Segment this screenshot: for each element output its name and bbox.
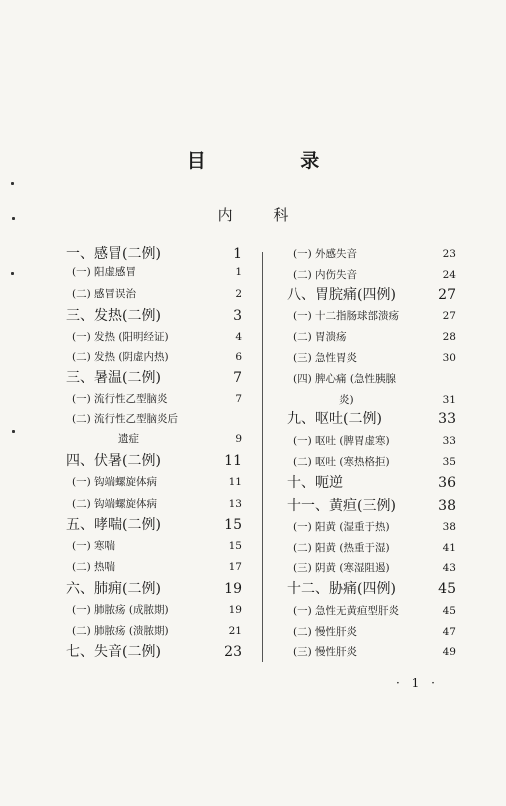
entry-title: (二) 感冒误治 [72, 288, 137, 300]
entry-page-number: 28 [442, 331, 456, 343]
entry-title: (一) 十二指肠球部溃疡 [293, 310, 400, 322]
entry-title: (二) 发热 (阴虚内热) [72, 351, 169, 363]
entry-title: 七、失音(二例) [66, 644, 161, 660]
entry-title: (一) 阳黄 (湿重于热) [293, 521, 390, 533]
entry-page-number: 17 [228, 561, 242, 573]
entry-title: 十二、胁痛(四例) [287, 581, 396, 597]
entry-title: 一、感冒(二例) [66, 246, 161, 262]
entry-title: (二) 流行性乙型脑炎后 [72, 413, 179, 425]
entry-page-number: 45 [438, 581, 456, 597]
entry-title: (一) 呕吐 (脾胃虚寒) [293, 435, 390, 447]
margin-dot [12, 217, 15, 220]
entry-page-number: 19 [224, 581, 242, 597]
margin-dot [12, 430, 15, 433]
entry-title: 炎) [339, 394, 354, 406]
entry-page-number: 23 [224, 644, 242, 660]
entry-page-number: 30 [442, 352, 456, 364]
entry-page-number: 3 [233, 308, 242, 324]
entry-title: (一) 外感失音 [293, 248, 358, 260]
entry-title: (三) 阴黄 (寒湿阻遏) [293, 562, 390, 574]
entry-title: (一) 肺脓疡 (成脓期) [72, 604, 169, 616]
entry-page-number: 49 [442, 646, 456, 658]
entry-page-number: 9 [235, 433, 242, 445]
entry-page-number: 4 [235, 331, 242, 343]
entry-title: (二) 热喘 [72, 561, 116, 573]
entry-title: (一) 寒喘 [72, 540, 116, 552]
entry-title: (二) 阳黄 (热重于湿) [293, 542, 390, 554]
entry-page-number: 11 [224, 453, 242, 469]
entry-page-number: 7 [233, 370, 242, 386]
entry-page-number: 31 [442, 394, 456, 406]
entry-title: (三) 急性胃炎 [293, 352, 358, 364]
entry-page-number: 36 [438, 475, 456, 491]
entry-page-number: 38 [438, 498, 456, 514]
entry-page-number: 24 [442, 269, 456, 281]
entry-title: 六、肺痈(二例) [66, 581, 161, 597]
entry-title: (一) 钩端螺旋体病 [72, 476, 158, 488]
entry-title: (一) 流行性乙型脑炎 [72, 393, 168, 405]
entry-title: 十、呃逆 [287, 475, 343, 491]
entry-page-number: 19 [228, 604, 242, 616]
entry-page-number: 1 [233, 246, 242, 262]
section-heading: 内 科 [217, 206, 307, 224]
entry-page-number: 6 [235, 351, 242, 363]
margin-dot [11, 182, 14, 185]
entry-page-number: 7 [235, 393, 242, 405]
entry-page-number: 47 [442, 626, 456, 638]
entry-title: (二) 慢性肝炎 [293, 626, 358, 638]
entry-page-number: 1 [235, 266, 242, 278]
entry-page-number: 21 [228, 625, 242, 637]
entry-title: (四) 脾心痛 (急性胰腺 [293, 373, 396, 385]
entry-title: (二) 内伤失音 [293, 269, 358, 281]
entry-page-number: 43 [442, 562, 456, 574]
entry-page-number: 15 [224, 517, 242, 533]
entry-title: 四、伏暑(二例) [66, 453, 161, 469]
entry-title: (二) 胃溃疡 [293, 331, 347, 343]
entry-page-number: 27 [442, 310, 456, 322]
entry-title: 八、胃脘痛(四例) [287, 287, 396, 303]
entry-page-number: 33 [442, 435, 456, 447]
entry-page-number: 35 [442, 456, 456, 468]
column-divider [262, 252, 263, 662]
entry-page-number: 2 [235, 288, 242, 300]
entry-title: (二) 钩端螺旋体病 [72, 498, 158, 510]
entry-title: 十一、黄疸(三例) [287, 498, 396, 514]
entry-page-number: 23 [442, 248, 456, 260]
entry-page-number: 27 [438, 287, 456, 303]
entry-page-number: 38 [442, 521, 456, 533]
page-number: · 1 · [396, 676, 439, 690]
entry-page-number: 11 [228, 476, 242, 488]
entry-title: (一) 阳虚感冒 [72, 266, 137, 278]
entry-title: (一) 急性无黄疸型肝炎 [293, 605, 400, 617]
entry-title: 三、发热(二例) [66, 308, 161, 324]
entry-page-number: 15 [228, 540, 242, 552]
entry-page-number: 45 [442, 605, 456, 617]
entry-title: 三、暑温(二例) [66, 370, 161, 386]
page-title: 目 录 [186, 150, 364, 172]
entry-title: 五、哮喘(二例) [66, 517, 161, 533]
entry-page-number: 41 [442, 542, 456, 554]
entry-page-number: 33 [438, 411, 456, 427]
entry-page-number: 13 [228, 498, 242, 510]
entry-title: (一) 发热 (阳明经证) [72, 331, 169, 343]
entry-title: (二) 肺脓疡 (溃脓期) [72, 625, 169, 637]
entry-title: 九、呕吐(二例) [287, 411, 382, 427]
entry-title: (三) 慢性肝炎 [293, 646, 358, 658]
entry-title: 遗症 [118, 433, 139, 445]
margin-dot [11, 272, 14, 275]
entry-title: (二) 呕吐 (寒热格拒) [293, 456, 390, 468]
